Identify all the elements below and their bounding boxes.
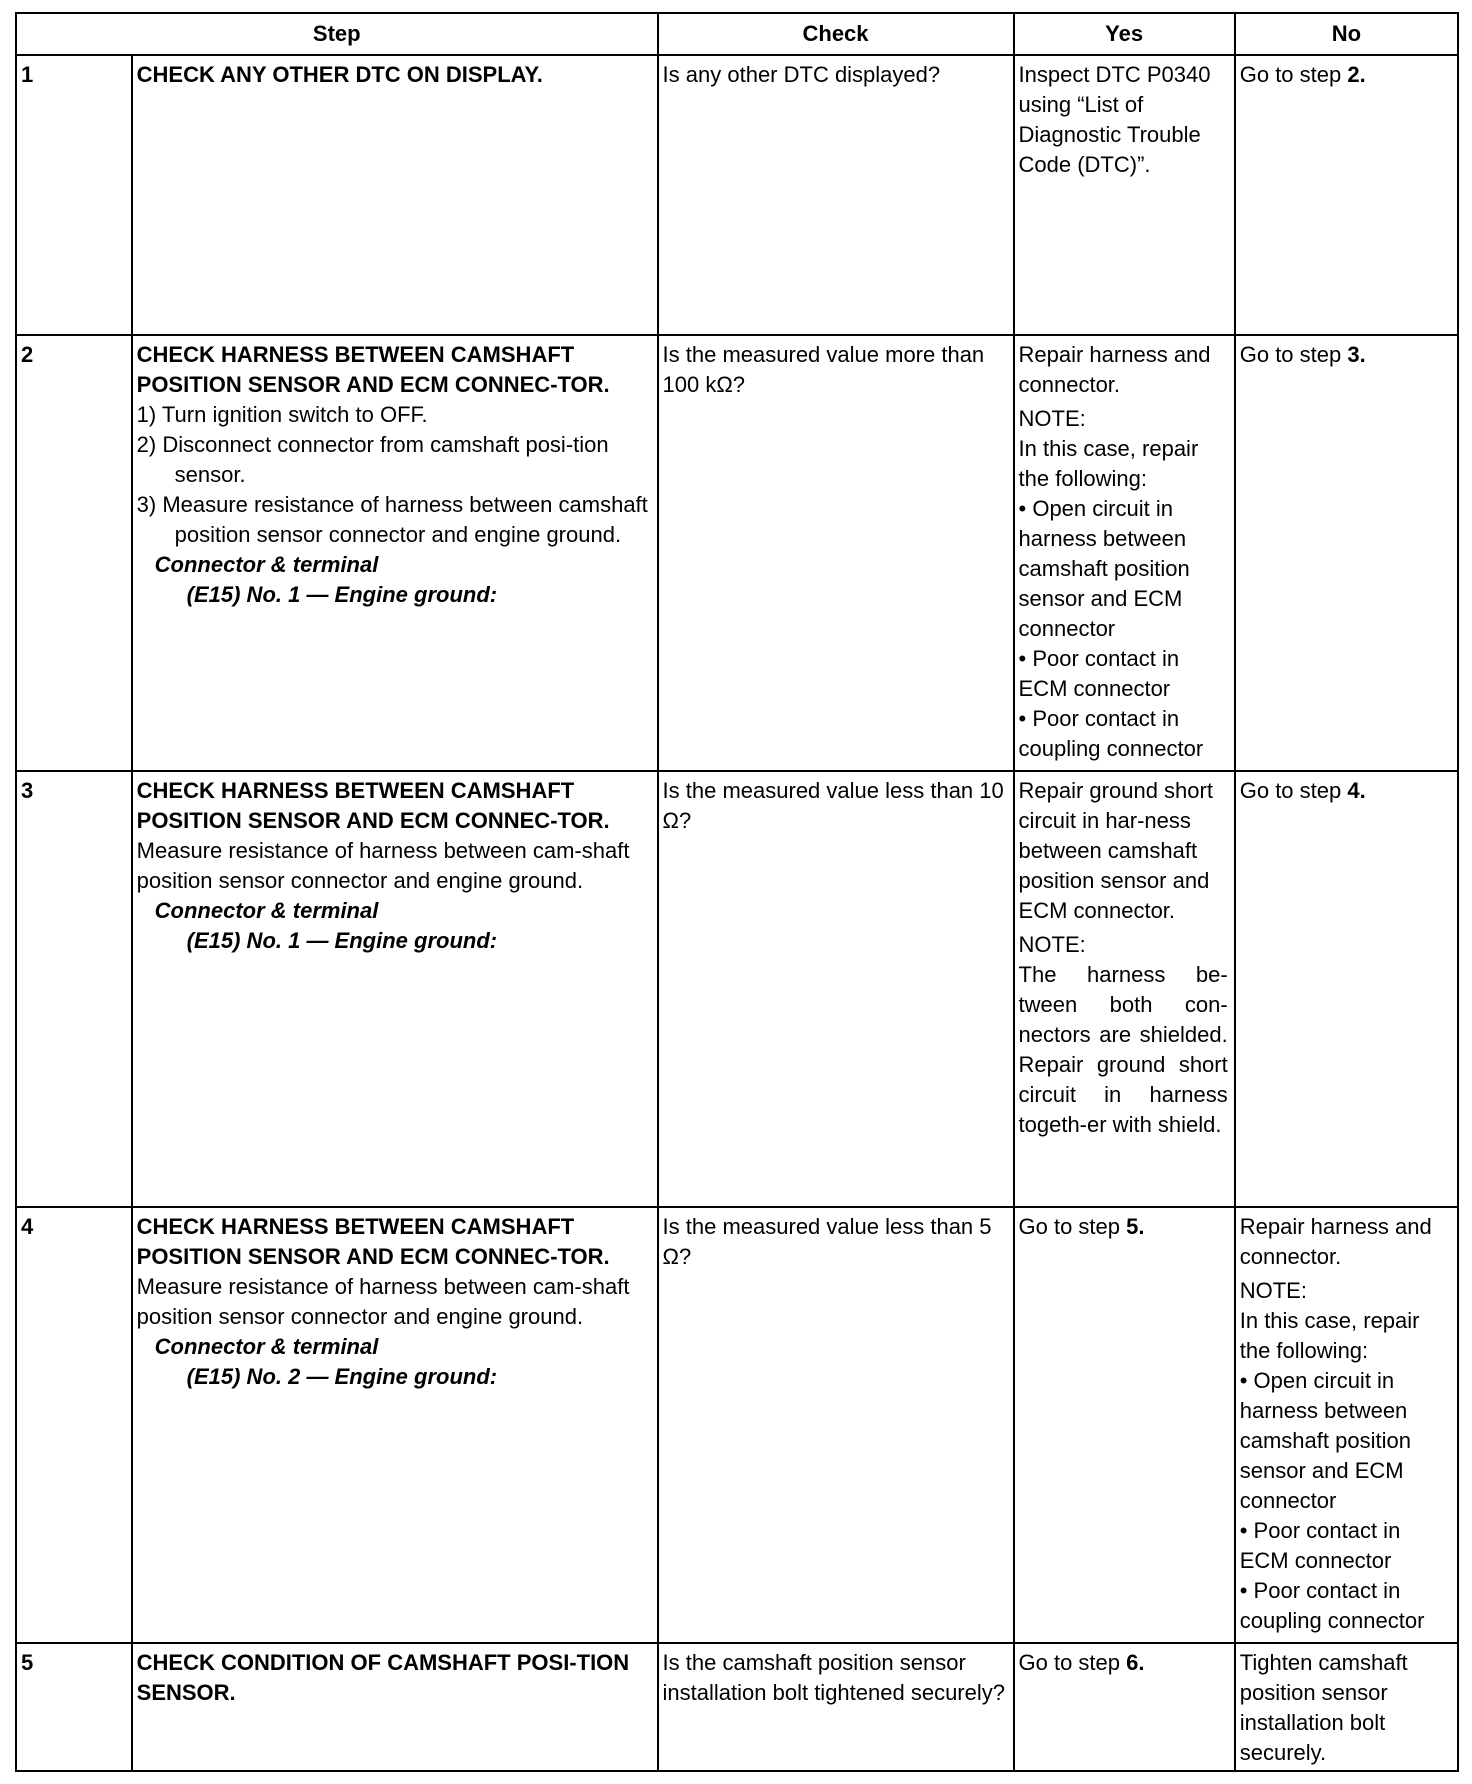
procedure-item: 1) Turn ignition switch to OFF. <box>136 402 428 427</box>
no-step-ref: 2. <box>1347 62 1366 87</box>
note-label: NOTE: <box>1239 1278 1307 1303</box>
bullet-item: • Poor contact in coupling connector <box>1239 1578 1425 1633</box>
step-number: 1 <box>16 55 132 335</box>
yes-cell <box>1014 771 1235 1207</box>
step-number: 3 <box>16 771 132 1207</box>
bullet-item: • Open circuit in harness between camshaft position sensor and ECM connector <box>1018 496 1190 641</box>
procedure-item: 2) Disconnect connector from camshaft posi-tion sensor. <box>136 432 609 487</box>
header-yes: Yes <box>1014 13 1235 55</box>
no-cell <box>1235 771 1458 1207</box>
header-row <box>16 13 1458 55</box>
step-title: CHECK HARNESS BETWEEN CAMSHAFT POSITION SENSOR AND ECM CONNEC-TOR. <box>136 342 610 397</box>
diagnostic-table <box>15 12 1459 1772</box>
connector-label: Connector & terminal <box>154 552 379 577</box>
note-label: NOTE: <box>1018 932 1086 957</box>
yes-step-ref: 6. <box>1126 1650 1145 1675</box>
yes-cell <box>1014 335 1235 771</box>
no-step-ref: 3. <box>1347 342 1366 367</box>
no-cell <box>1235 55 1458 335</box>
note-text: In this case, repair the following: <box>1239 1308 1420 1363</box>
no-text: Repair harness and connector. <box>1239 1214 1432 1269</box>
note-text: In this case, repair the following: <box>1018 436 1199 491</box>
header-step: Step <box>16 13 658 55</box>
table-row <box>16 335 1458 771</box>
yes-prefix: Go to step <box>1018 1650 1127 1675</box>
yes-prefix: Go to step <box>1018 1214 1127 1239</box>
procedure-desc: Measure resistance of harness between cam-shaft position sensor connector and engine ground. <box>136 1274 630 1329</box>
no-prefix: Go to step <box>1239 342 1348 367</box>
step-title: CHECK HARNESS BETWEEN CAMSHAFT POSITION SENSOR AND ECM CONNEC-TOR. <box>136 1214 610 1269</box>
step-title: CHECK CONDITION OF CAMSHAFT POSI-TION SENSOR. <box>136 1650 630 1705</box>
yes-text: Repair ground short circuit in har-ness between camshaft position sensor and ECM connector. <box>1018 778 1213 923</box>
check-cell: Is any other DTC displayed? <box>658 55 1014 335</box>
header-no: No <box>1235 13 1458 55</box>
bullet-item: • Poor contact in ECM connector <box>1239 1518 1401 1573</box>
note-label: NOTE: <box>1018 406 1086 431</box>
bullet-item: • Poor contact in coupling connector <box>1018 706 1204 761</box>
table-row <box>16 1207 1458 1643</box>
check-cell: Is the measured value less than 10 Ω? <box>658 771 1014 1207</box>
connector-value: (E15) No. 2 — Engine ground: <box>186 1364 498 1389</box>
bullet-item: • Open circuit in harness between camshaft position sensor and ECM connector <box>1239 1368 1411 1513</box>
no-cell <box>1235 1207 1458 1643</box>
table-row <box>16 1643 1458 1771</box>
yes-cell: Inspect DTC P0340 using “List of Diagnostic Trouble Code (DTC)”. <box>1014 55 1235 335</box>
yes-text: Repair harness and connector. <box>1018 342 1211 397</box>
connector-value: (E15) No. 1 — Engine ground: <box>186 928 498 953</box>
yes-cell <box>1014 1207 1235 1643</box>
connector-label: Connector & terminal <box>154 898 379 923</box>
step-cell <box>132 1643 658 1771</box>
check-cell: Is the measured value less than 5 Ω? <box>658 1207 1014 1643</box>
connector-label: Connector & terminal <box>154 1334 379 1359</box>
step-title: CHECK ANY OTHER DTC ON DISPLAY. <box>136 62 543 87</box>
no-prefix: Go to step <box>1239 778 1348 803</box>
header-check: Check <box>658 13 1014 55</box>
check-cell: Is the measured value more than 100 kΩ? <box>658 335 1014 771</box>
yes-step-ref: 5. <box>1126 1214 1145 1239</box>
note-text: The harness be-tween both con-nectors are shielded. Repair ground short circuit in harness togeth-er with shield. <box>1018 962 1228 1137</box>
table-row <box>16 771 1458 1207</box>
no-cell: Tighten camshaft position sensor installation bolt securely. <box>1235 1643 1458 1771</box>
step-number: 5 <box>16 1643 132 1771</box>
procedure-desc: Measure resistance of harness between cam-shaft position sensor connector and engine ground. <box>136 838 630 893</box>
step-cell <box>132 55 658 335</box>
check-cell: Is the camshaft position sensor installation bolt tightened securely? <box>658 1643 1014 1771</box>
step-number: 2 <box>16 335 132 771</box>
bullet-item: • Poor contact in ECM connector <box>1018 646 1180 701</box>
no-step-ref: 4. <box>1347 778 1366 803</box>
connector-value: (E15) No. 1 — Engine ground: <box>186 582 498 607</box>
step-title: CHECK HARNESS BETWEEN CAMSHAFT POSITION SENSOR AND ECM CONNEC-TOR. <box>136 778 610 833</box>
table-row <box>16 55 1458 335</box>
step-cell <box>132 335 658 771</box>
no-cell <box>1235 335 1458 771</box>
no-prefix: Go to step <box>1239 62 1348 87</box>
step-number: 4 <box>16 1207 132 1643</box>
yes-cell <box>1014 1643 1235 1771</box>
procedure-item: 3) Measure resistance of harness between camshaft position sensor connector and engine ground. <box>136 492 648 547</box>
step-cell <box>132 771 658 1207</box>
step-cell <box>132 1207 658 1643</box>
